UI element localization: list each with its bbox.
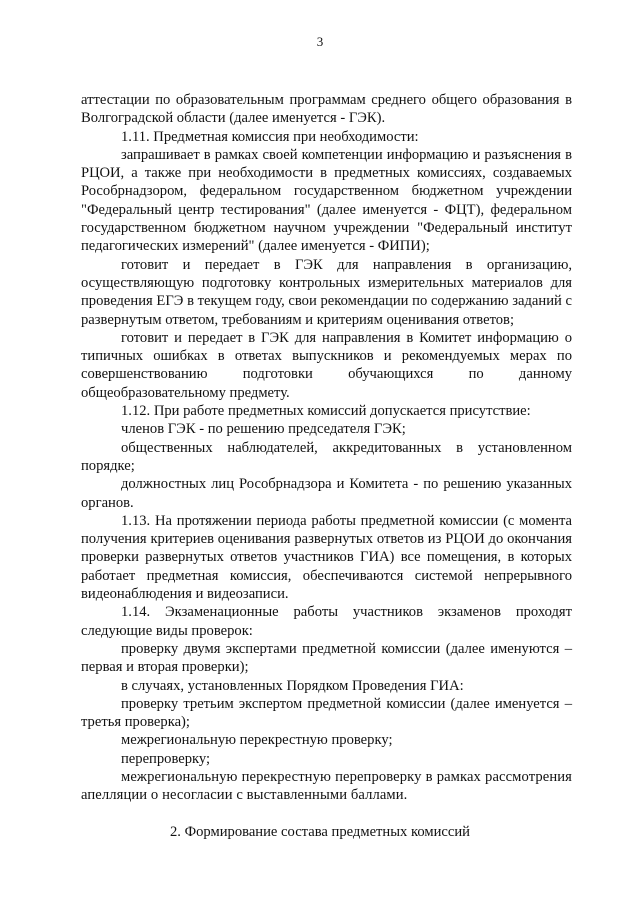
paragraph-1-13-video: 1.13. На протяжении периода работы предметной комиссии (с момента получения критериев оценивания развернутых ответов из РЦОИ до окончания проверки развернутых ответов участников ГИА) все помещения, в которых работает предметная комиссия, обеспечиваются системой непрерывного видеонаблюдения и видеозаписи.	[81, 512, 572, 603]
paragraph-gek-members: членов ГЭК - по решению председателя ГЭК;	[121, 421, 406, 438]
paragraph-two-experts: проверку двумя экспертами предметной комиссии (далее именуются – первая и вторая проверки);	[81, 640, 572, 676]
paragraph-third-expert: проверку третьим экспертом предметной комиссии (далее именуется – третья проверка);	[81, 695, 572, 731]
paragraph-continuation: аттестации по образовательным программам среднего общего образования в Волгоградской области (далее именуется - ГЭК).	[81, 92, 572, 127]
paragraph-cases-order: в случаях, установленных Порядком Проведения ГИА:	[121, 677, 464, 694]
body-text	[81, 91, 572, 805]
paragraph-1-12-heading: 1.12. При работе предметных комиссий допускается присутствие:	[121, 403, 531, 420]
paragraph-recheck: перепроверку;	[121, 750, 211, 767]
paragraph-officials: должностных лиц Рособрнадзора и Комитета - по решению указанных органов.	[81, 476, 572, 511]
paragraph-public-observers: общественных наблюдателей, аккредитованных в установленном порядке;	[81, 439, 572, 474]
paragraph-interregional-recheck: межрегиональную перекрестную перепроверку в рамках рассмотрения апелляции о несогласии с выставленными баллами.	[81, 768, 572, 804]
paragraph-1-14-heading: 1.14. Экзаменационные работы участников экзаменов проходят следующие виды проверок:	[81, 604, 572, 639]
paragraph-prepares-typical-errors: готовит и передает в ГЭК для направления в Комитет информацию о типичных ошибках в ответах выпускников и рекомендуемых мерах по совершенствованию подготовки обучающихся по данному общеобразовательному предмету.	[81, 329, 572, 401]
paragraph-prepares-recommendations: готовит и передает в ГЭК для направления в организацию, осуществляющую подготовку контрольных измерительных материалов для проведения ЕГЭ в текущем году, свои рекомендации по содержанию заданий с развернутым ответом, требованиям и критериям оценивания ответов;	[81, 256, 572, 328]
paragraph-1-11-heading: 1.11. Предметная комиссия при необходимости:	[121, 128, 419, 145]
paragraph-requests-information: запрашивает в рамках своей компетенции информацию и разъяснения в РЦОИ, а также при необходимости в предметных комиссиях, создаваемых Рособрнадзором, федеральном государственном бюджетном учреждении "Федеральный центр тестирования" (далее именуется - ФЦТ), федеральном государственном бюджетном научном учреждении "Федеральный институт педагогических измерений" (далее именуется - ФИПИ);	[81, 146, 572, 255]
section-title: 2. Формирование состава предметных комиссий	[170, 824, 470, 840]
page-number: 3	[316, 34, 324, 49]
paragraph-interregional-check: межрегиональную перекрестную проверку;	[121, 732, 393, 749]
